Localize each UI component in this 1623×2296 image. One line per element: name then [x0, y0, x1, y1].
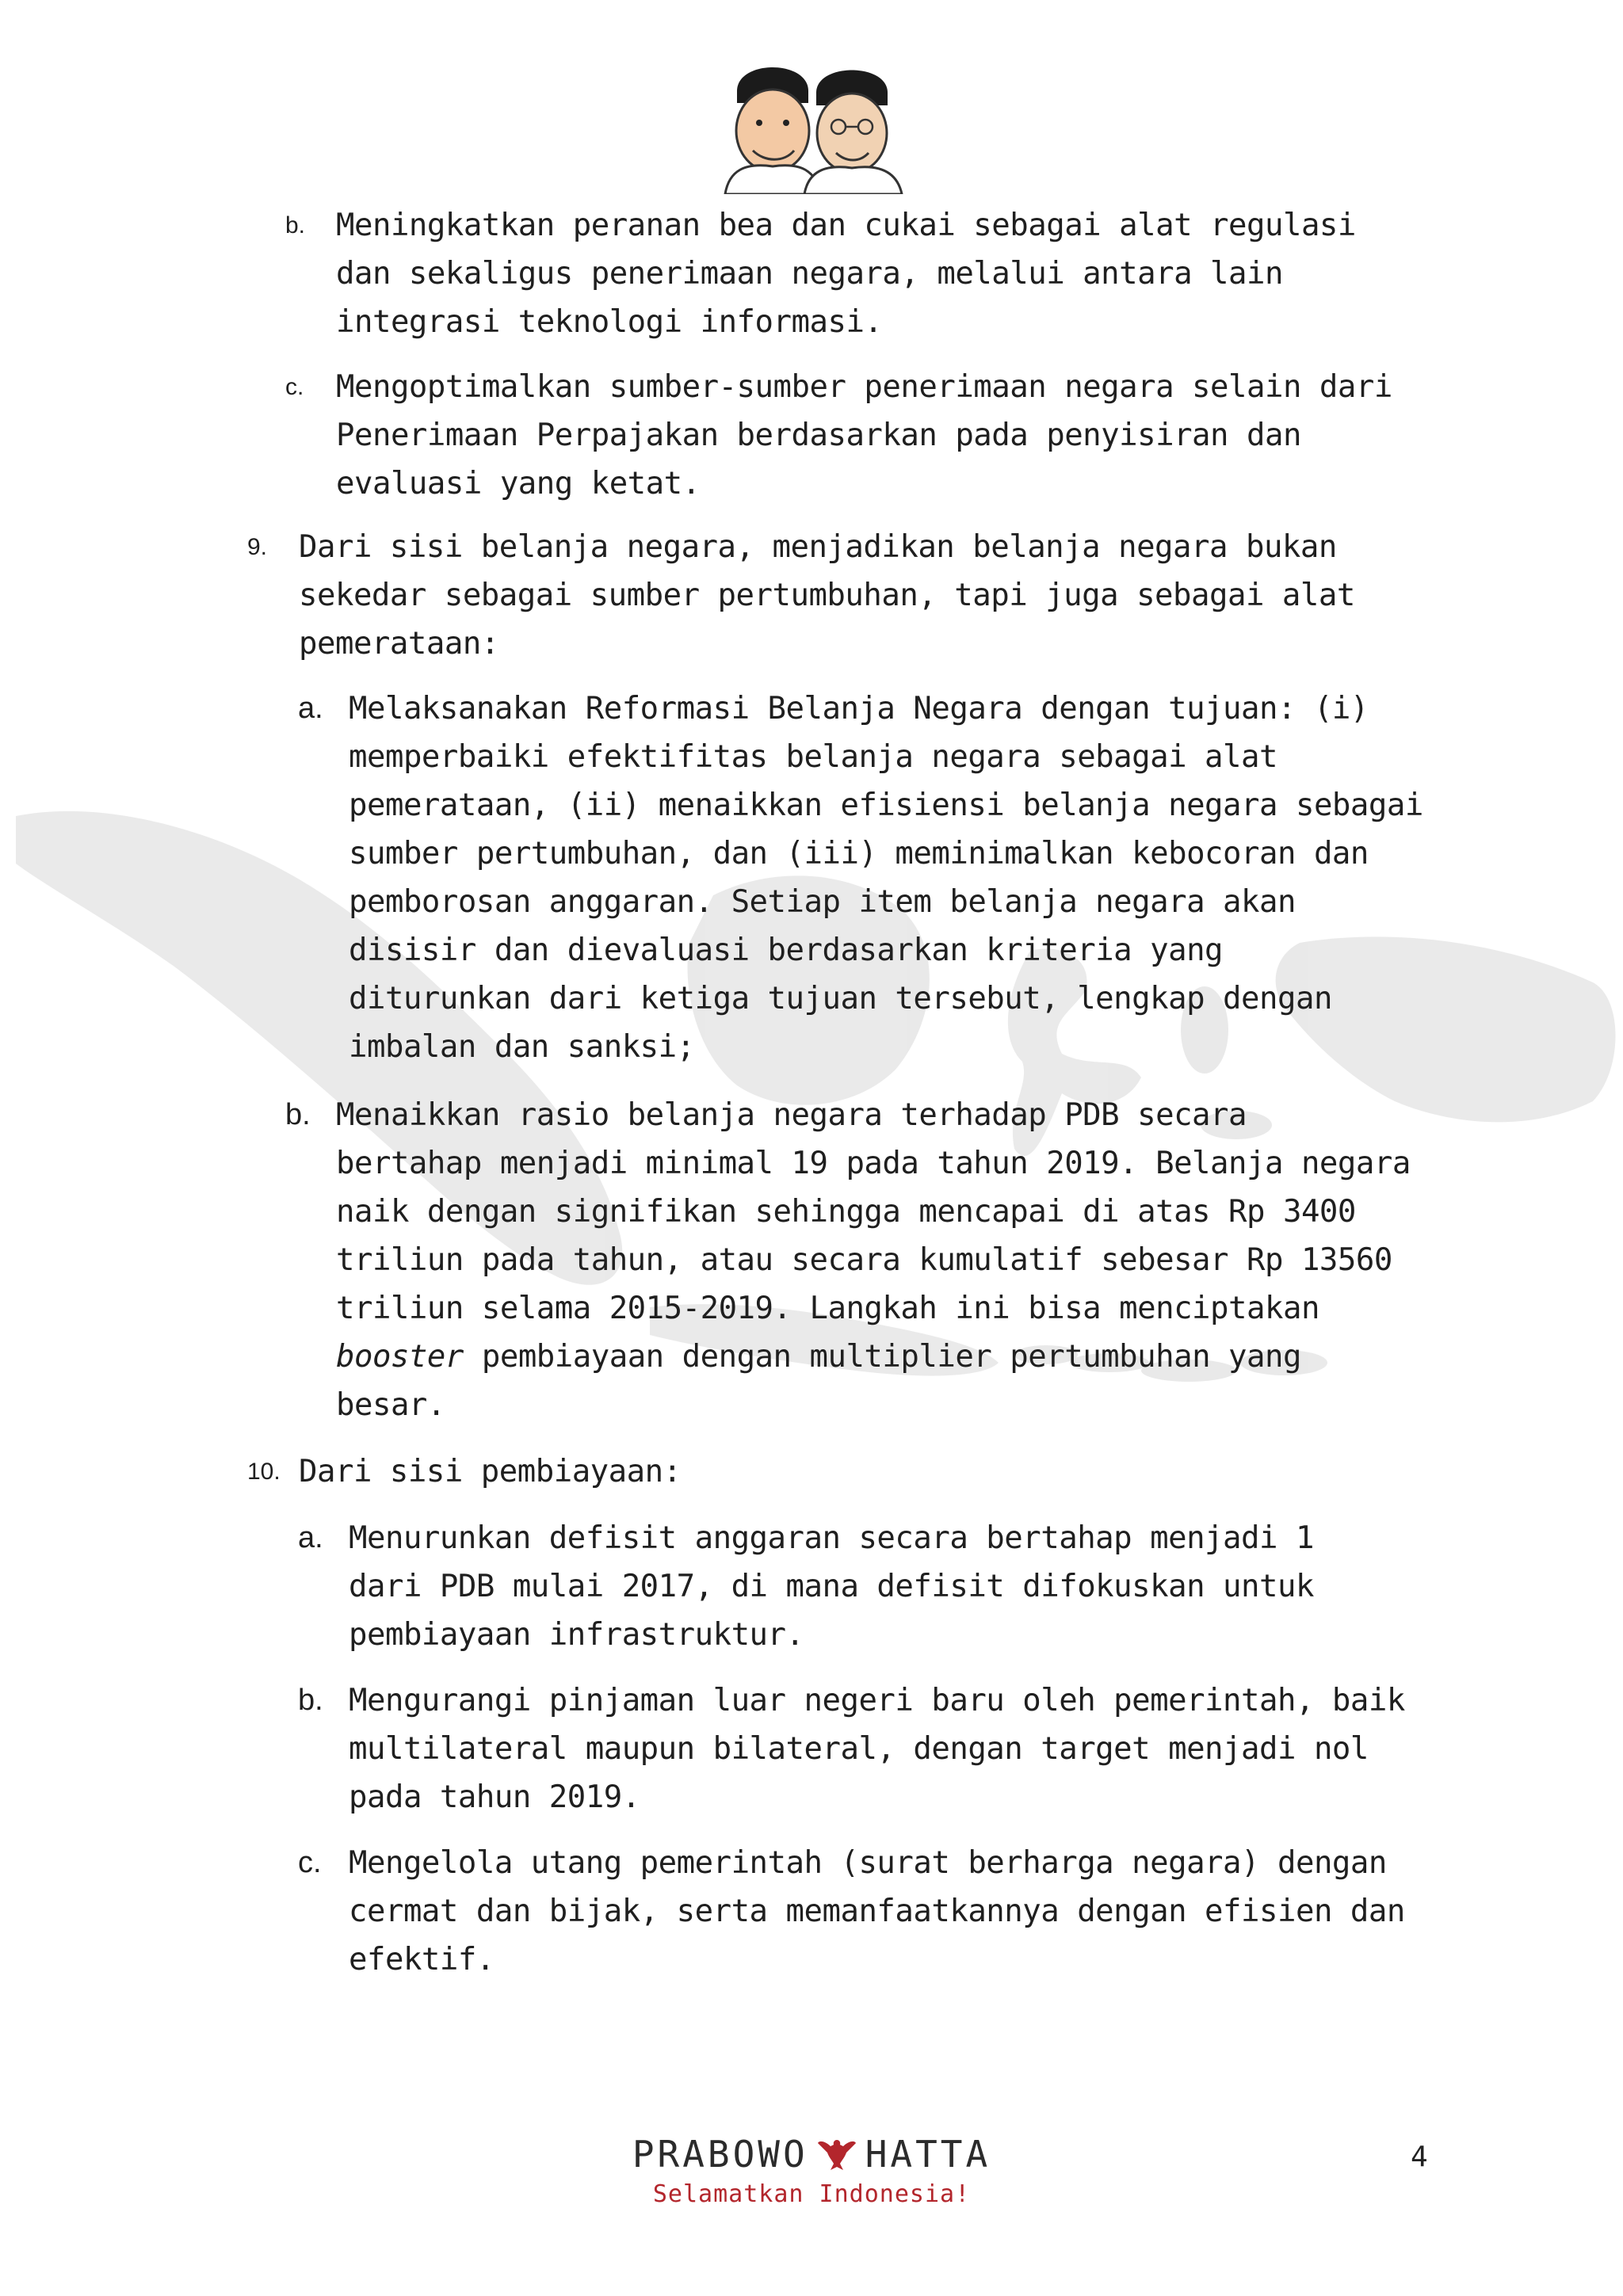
list-item-9b [336, 1091, 1411, 1429]
text-line: Melaksanakan Reformasi Belanja Negara dengan tujuan: (i) [349, 691, 1369, 727]
text-line: pemerataan: [299, 626, 499, 662]
list-marker: b. [285, 212, 306, 238]
text-line: efektif. [349, 1942, 495, 1978]
page-number: 4 [1411, 2141, 1428, 2173]
text-line: sekedar sebagai sumber pertumbuhan, tapi juga sebagai alat [299, 578, 1355, 613]
text-line [336, 1333, 1411, 1381]
text-line: Mengelola utang pemerintah (surat berharga negara) dengan [349, 1845, 1387, 1881]
list-item-8c [336, 363, 1392, 508]
text-line: Mengoptimalkan sumber-sumber penerimaan negara selain dari [336, 369, 1392, 405]
brand-wordmark [632, 2133, 991, 2176]
text-line: multilateral maupun bilateral, dengan target menjadi nol [349, 1731, 1369, 1767]
list-item-9 [299, 523, 1355, 668]
text-line: triliun selama 2015-2019. Langkah ini bisa menciptakan [336, 1291, 1319, 1326]
text-line: integrasi teknologi informasi. [336, 304, 883, 340]
italic-term: booster [336, 1339, 464, 1375]
text-line: triliun pada tahun, atau secara kumulatif sebesar Rp 13560 [336, 1242, 1392, 1278]
text-line: dari PDB mulai 2017, di mana defisit difokuskan untuk [349, 1569, 1314, 1604]
list-marker: c. [298, 1846, 322, 1879]
text-line: dan sekaligus penerimaan negara, melalui antara lain [336, 256, 1283, 292]
text-line: Menurunkan defisit anggaran secara bertahap menjadi 1 [349, 1520, 1314, 1556]
list-marker: c. [285, 374, 304, 400]
text-line: pembiayaan infrastruktur. [349, 1617, 804, 1653]
text-line: sumber pertumbuhan, dan (iii) meminimalkan kebocoran dan [349, 836, 1369, 871]
brand-tagline: Selamatkan Indonesia! [652, 2180, 971, 2208]
text-line: Dari sisi belanja negara, menjadikan belanja negara bukan [299, 529, 1337, 565]
brand-left: PRABOWO [632, 2133, 808, 2176]
text-line: pemerataan, (ii) menaikkan efisiensi belanja negara sebagai [349, 788, 1423, 823]
text-line: pemborosan anggaran. Setiap item belanja negara akan [349, 884, 1296, 920]
list-marker: 9. [247, 534, 268, 560]
list-marker: b. [298, 1684, 323, 1717]
brand-right: HATTA [865, 2133, 991, 2176]
text-line: cermat dan bijak, serta memanfaatkannya dengan efisien dan [349, 1894, 1405, 1929]
list-marker: 10. [247, 1459, 281, 1485]
text-line: evaluasi yang ketat. [336, 466, 701, 502]
text-line: naik dengan signifikan sehingga mencapai di atas Rp 3400 [336, 1194, 1356, 1230]
text-line: Mengurangi pinjaman luar negeri baru oleh pemerintah, baik [349, 1683, 1405, 1718]
text-line: bertahap menjadi minimal 19 pada tahun 2019. Belanja negara [336, 1146, 1411, 1181]
garuda-emblem-icon [816, 2135, 857, 2173]
text-line: imbalan dan sanksi; [349, 1029, 695, 1065]
list-item-8b [336, 201, 1356, 346]
list-marker: a. [298, 1521, 323, 1554]
footer-brand [0, 2133, 1623, 2208]
list-item-10 [299, 1447, 682, 1496]
text-line: Meningkatkan peranan bea dan cukai sebagai alat regulasi [336, 208, 1356, 243]
text-line: Penerimaan Perpajakan berdasarkan pada penyisiran dan [336, 418, 1301, 453]
text-line: pada tahun 2019. [349, 1779, 640, 1815]
list-marker: b. [285, 1098, 311, 1131]
text-line: disisir dan dievaluasi berdasarkan kriteria yang [349, 933, 1224, 968]
list-item-10b [349, 1676, 1405, 1821]
text-line: memperbaiki efektifitas belanja negara sebagai alat [349, 739, 1277, 775]
list-marker: a. [298, 692, 323, 725]
text-line: Dari sisi pembiayaan: [299, 1454, 682, 1489]
list-item-9a [349, 685, 1423, 1071]
text-fragment: pembiayaan dengan multiplier pertumbuhan yang [463, 1339, 1301, 1375]
text-line: Menaikkan rasio belanja negara terhadap PDB secara [336, 1097, 1247, 1133]
list-item-10a [349, 1514, 1314, 1659]
text-line: besar. [336, 1387, 445, 1423]
list-item-10c [349, 1839, 1405, 1984]
text-line: diturunkan dari ketiga tujuan tersebut, lengkap dengan [349, 981, 1332, 1016]
